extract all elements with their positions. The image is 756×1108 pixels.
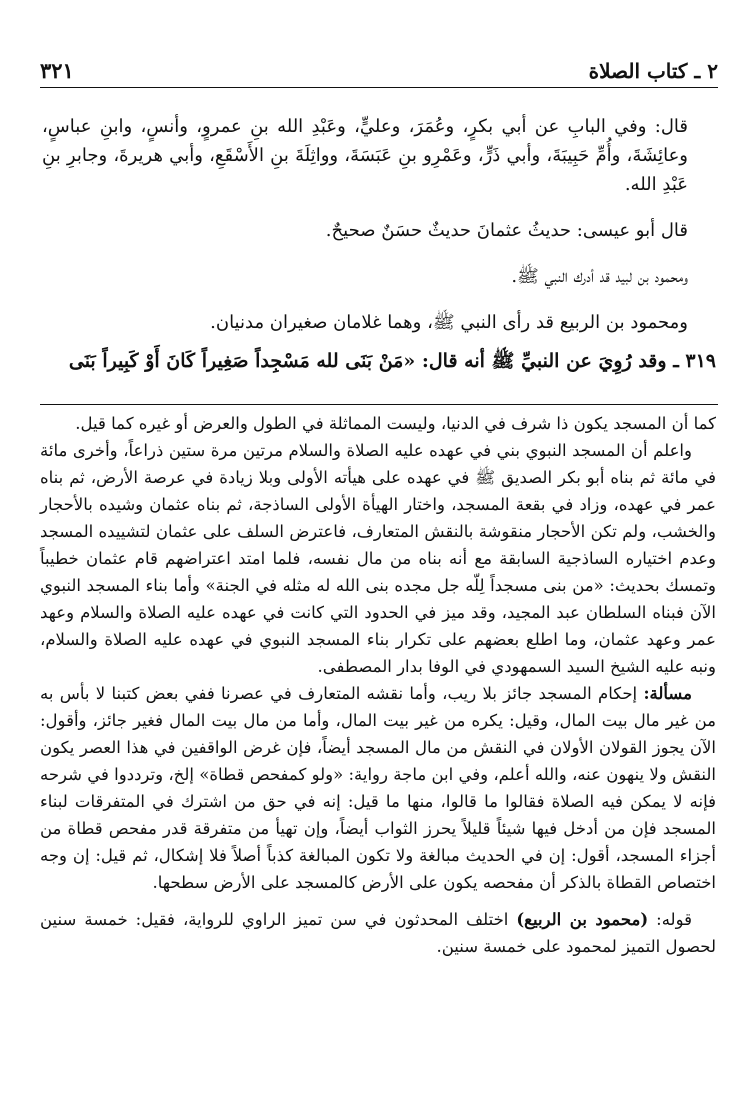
mahmud-commentary: اختلف المحدثون في سن تميز الراوي للرواية، فقيل: خمسة سنين لحصول التميز لمحمود على خمسة سنين. (40, 910, 716, 956)
qawluh-prefix: قوله: (648, 910, 692, 929)
abu-isa-grading: قال أبو عيسى: حديثُ عثمانَ حديثٌ حسَنٌ صحيحٌ. (325, 220, 688, 241)
footnote-divider (40, 404, 718, 405)
masala-label: مسألة: (643, 684, 692, 703)
commentary-para-2: واعلم أن المسجد النبوي بني في عهده عليه الصلاة والسلام مرتين مرة ستين ذراعاً، وأخرى مائة في مائة ثم بناه أبو بكر الصديق ﷺ في عهده على هيأته الأولى وبلا زيادة في عرصة الأرض، ثم بناه عمر في عهده، وزاد في بقعة المسجد، واختار الهيأة الأولى الساذجة، ثم بناه عثمان وشيده بالأحجار والخشب، ولم تكن الأحجار منقوشة بالنقش المتعارف، فاعترض السلف على عثمان لتشييده المسجد وعدم اختياره الساذجية السابقة مع أنه بناه من مال نفسه، فلما امتد اعتراضهم قام عثمان خطيباً وتمسك بحديث: «من بنى مسجداً لِلّه جل مجده بنى الله له مثله في الجنة» وأما بناء المسجد النبوي الآن فبناه السلطان عبد المجيد، وقد ميز في الحدود التي كانت في عهده عليه الصلاة والسلام وعهد عمر وعهد عثمان، وما اطلع بعضهم على تكرار بناء المسجد النبوي في عهده عليه الصلاة والسلام، ونبه عليه الشيخ السيد السمهودي في الوفا بدار المصطفى. (40, 441, 716, 676)
page-number: ٣٢١ (40, 58, 74, 83)
narrators-paragraph: قال: وفي البابِ عن أبي بكرٍ، وعُمَرَ، وعليٍّ، وعَبْدِ الله بنِ عمروٍ، وأنسٍ، وابنِ عباسٍ، وعائِشَةَ، وأُمِّ حَبِيبَةَ، وأبي ذَرٍّ، وعَمْرِو بنِ عَبَسَةَ، وواثِلَةَ بنِ الأَسْقَعِ، وأبي هريرةَ، وجابرِ بنِ عَبْدِ الله. (42, 116, 688, 195)
commentary-para-3 (40, 680, 716, 896)
masala-text: إحكام المسجد جائز بلا ريب، وأما نقشه المتعارف في عصرنا ففي بعض كتبنا لا بأس به من غير مال بيت المال، وقيل: يكره من غير بيت المال، وأما من مال بيت المال فغير جائز، وأقول: الآن يجوز القولان الأولان في النقش من مال المسجد أيضاً، فإن غرض الواقفين في هذا العصر يكون النقش ولا ينهون عنه، والله أعلم، وفي ابن ماجة رواية: «ولو كمفحص قطاة» إلخ، وترددوا في شرحه فإنه لا يمكن فيه الصلاة فقالوا ما قالوا، منها ما قيل: إنه في حق من اشترك في المتفرقات لبناء المسجد فإن من أدخل فيها شيئاً قليلاً يحرز الثواب أيضاً، وإن تهيأ من متفرقة قدر مفحص قطاة من أجزاء المسجد، أقول: إن في الحديث مبالغة ولا تكون المبالغة كذباً أصلاً فلا إشكال، ثم قيل: إن وجه اختصاص القطاة بالذكر أن مفحصه يكون على الأرض كالمسجد على الأرض سطحها. (40, 684, 716, 892)
mahmud-label: (محمود بن الربيع) (516, 910, 649, 929)
commentary-section (40, 410, 716, 960)
mahmud-labid-note: ومحمود بن لبيد قد أدرك النبي ﷺ. (511, 266, 688, 287)
running-header (40, 58, 718, 88)
chapter-title: ٢ ـ كتاب الصلاة (588, 59, 718, 83)
commentary-para-4 (40, 906, 716, 960)
hadith-319 (42, 347, 716, 376)
hadith-319-text: وقد رُوِيَ عن النبيِّ ﷺ أنه قال: «مَنْ بَنَى لله مَسْجِداً صَغِيراً كَانَ أَوْ كَبِيراً بَنَى (68, 350, 667, 372)
commentary-para-1: كما أن المسجد يكون ذا شرف في الدنيا، وليست المماثلة في الطول والعرض أو غيره كما قيل. (75, 414, 716, 433)
hadith-number: ٣١٩ ـ (673, 350, 716, 372)
hadith-text (42, 112, 716, 376)
mahmud-rabi-note: ومحمود بن الربيع قد رأى النبي ﷺ، وهما غلامان صغيران مدنيان. (210, 312, 688, 333)
